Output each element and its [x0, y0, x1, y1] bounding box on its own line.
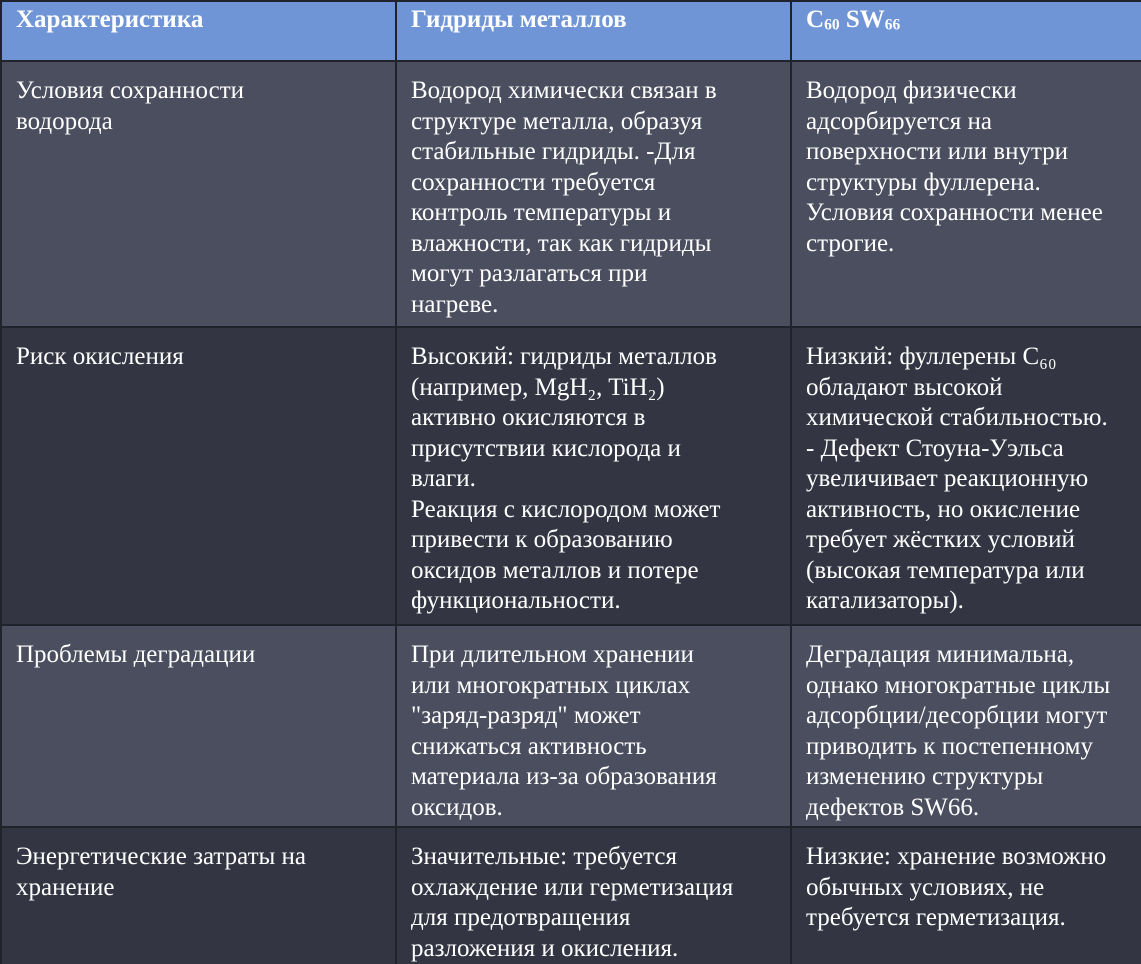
header-metal-hydrides: Гидриды металлов: [396, 1, 791, 61]
cell-text: Водород физически адсорбируется на поверхности или внутри структуры фуллерена. Условия сохранности менее строгие.: [806, 77, 1103, 257]
cell-text: Условия сохранности водорода: [16, 77, 245, 135]
table-row: [1, 827, 1141, 964]
cell-text: Водород химически связан в структуре металла, образуя стабильные гидриды. -Для сохранности требуется контроль температуры и влажности, так как гидриды могут разлагаться при нагреве.: [411, 77, 717, 318]
cell-text: Проблемы деградации: [16, 641, 256, 668]
cell-text: Риск окисления: [16, 343, 184, 370]
cell-characteristic: [1, 61, 396, 327]
cell-text: Значительные: требуется охлаждение или герметизация для предотвращения разложения и окисления.: [411, 843, 734, 962]
header-characteristic: Характеристика: [1, 1, 396, 61]
cell-characteristic: [1, 625, 396, 827]
header-sw-letters: SW: [839, 6, 885, 33]
header-c60-subscript: 60: [824, 16, 840, 34]
cell-metal-hydrides: [396, 61, 791, 327]
cell-text: Высокий: гидриды металлов (например, MgH₂, TiH₂) активно окисляются в присутствии кислорода и влаги. Реакция с кислородом может привести к образованию оксидов металлов и потере функциональности.: [411, 343, 721, 614]
header-row: [1, 1, 1141, 61]
header-sw66-subscript: 66: [884, 16, 901, 34]
cell-c60-sw66: [791, 61, 1141, 327]
cell-c60-sw66: [791, 625, 1141, 827]
table-row: [1, 61, 1141, 327]
cell-text: Энергетические затраты на хранение: [16, 843, 307, 901]
cell-c60-sw66: [791, 327, 1141, 625]
cell-text: Деградация минимальна, однако многократные циклы адсорбции/десорбции могут приводить к постепенному изменению структуры дефектов SW66.: [806, 641, 1111, 821]
table-row: [1, 327, 1141, 625]
cell-characteristic: [1, 327, 396, 625]
table-row: [1, 625, 1141, 827]
cell-text: При длительном хранении или многократных циклах "заряд-разряд" может снижаться активность материала из-за образования оксидов.: [411, 641, 717, 821]
cell-text: Низкий: фуллерены C₆₀ обладают высокой химической стабильностью. - Дефект Стоуна-Уэльса увеличивает реакционную активность, но окисление требует жёстких условий (высокая температура или катализаторы).: [806, 343, 1108, 614]
cell-characteristic: [1, 827, 396, 964]
header-c60-sw66: [791, 1, 1141, 61]
cell-c60-sw66: [791, 827, 1141, 964]
cell-metal-hydrides: [396, 327, 791, 625]
cell-metal-hydrides: [396, 625, 791, 827]
cell-metal-hydrides: [396, 827, 791, 964]
header-c60-letter: C: [806, 6, 825, 33]
cell-text: Низкие: хранение возможно обычных условиях, не требуется герметизация.: [806, 843, 1107, 931]
